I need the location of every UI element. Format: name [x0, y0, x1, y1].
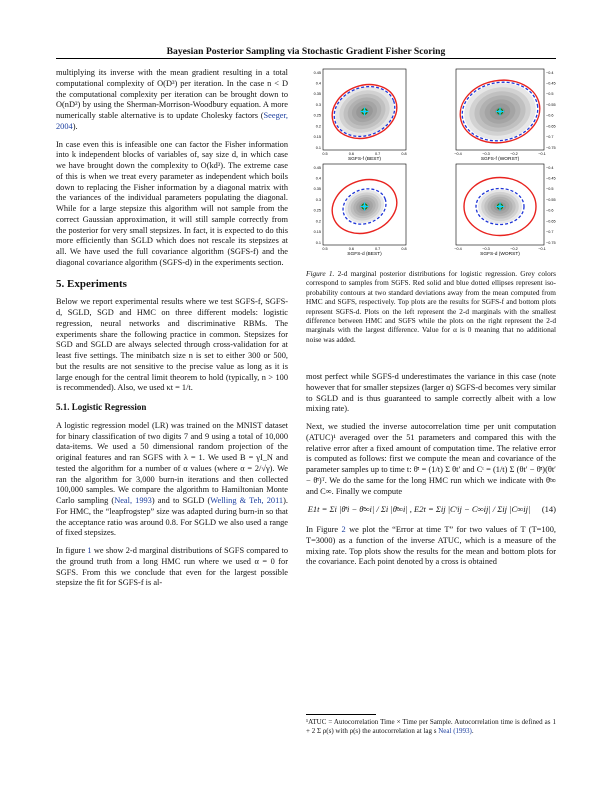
x-tick-label: 0.5	[322, 152, 328, 156]
figure-1-plots	[306, 66, 556, 260]
x-tick-label: 0.8	[401, 247, 407, 251]
y-tick-label: −0.45	[546, 81, 556, 86]
x-tick-label: 0.7	[375, 152, 381, 156]
citation-link[interactable]: Seeger, 2004	[56, 111, 288, 131]
x-tick-label: 0.6	[348, 247, 354, 251]
y-tick-label: 0.3	[315, 102, 321, 107]
figure-caption: Figure 1. 2-d marginal posterior distributions for logistic regression. Grey colors correspond to samples from SGFS. Red solid and blue dotted ellipses represent iso-probability contours at two standard deviations away from the mean computed from HMC and SGFS, respectively. Top plots are the results for SGFS-f and bottom plots represent SGFS-d. Plots on the left represent the 2-d marginals with the smallest difference between HMC and SGFS while the plots on the right represent the 2-d marginals with the largest difference. Value for α is 0 meaning that no additional noise was added.	[306, 269, 556, 344]
figure-1	[306, 66, 556, 260]
right-column	[306, 372, 556, 575]
y-tick-label: −0.65	[546, 219, 556, 224]
paragraph: multiplying its inverse with the mean gradient resulting in a total computational complexity of O(D³) per iteration. In the case n < D the computational complexity per iteration can be brought down to O(nD²) by using the Sherman-Morrison-Woodbury equation. A more numerically stable alternative is to update Cholesky factors (Seeger, 2004).	[56, 68, 288, 131]
paragraph: A logistic regression model (LR) was trained on the MNIST dataset for binary classification of two digits 7 and 9 using a total of 10,000 data-items. We used a 50 dimensional random projection of the original features and ran SGFS with λ = 1. We used B = γI_N and tested the algorithm for a number of α values (where α = 2/√γ). We ran the algorithm for 3,000 burn-in iterations and then collected 100,000 samples. We compare the algorithm to Hamiltonian Monte Carlo sampling (Neal, 1993) and to SGLD (Welling & Teh, 2011). For HMC, the “leapfrogstep” size was adapted during burn-in so that the acceptance ratio was around 0.8. For SGLD we also used a range of fixed stepsizes.	[56, 420, 288, 538]
y-tick-label: 0.15	[313, 230, 321, 235]
x-tick-label: −0.4	[454, 152, 462, 156]
x-tick-label: −0.1	[538, 152, 546, 156]
y-tick-label: 0.45	[313, 70, 321, 75]
y-tick-label: 0.35	[313, 187, 321, 192]
citation-link[interactable]: Neal (1993)	[438, 727, 472, 735]
y-tick-label: −0.65	[546, 124, 556, 129]
y-tick-label: −0.5	[546, 187, 554, 192]
citation-link[interactable]: Welling & Teh, 2011	[210, 496, 284, 505]
x-tick-label: 0.5	[322, 247, 328, 251]
y-tick-label: 0.35	[313, 92, 321, 97]
y-tick-label: 0.1	[315, 240, 321, 245]
y-tick-label: 0.25	[313, 113, 321, 118]
y-tick-label: −0.7	[546, 230, 554, 235]
y-tick-label: 0.45	[313, 165, 321, 170]
x-tick-label: 0.6	[348, 152, 354, 156]
x-axis-label: SGFS-f (WORST)	[480, 157, 520, 162]
x-tick-label: −0.3	[482, 152, 490, 156]
y-tick-label: 0.2	[315, 124, 321, 129]
y-tick-label: 0.3	[315, 197, 321, 202]
figure-ref-link[interactable]: 2	[341, 525, 346, 534]
y-tick-label: −0.6	[546, 113, 554, 118]
header-rule	[56, 58, 556, 59]
paragraph: In case even this is infeasible one can factor the Fisher information into k independent blocks of variables of, say size d, in which case we have brought down the complexity to O(kd³). The extreme case of this is when we treat every parameter as independent which boils down to replacing the Fisher information by a diagonal matrix with the variances of the individual parameters populating the diagonal. While for a large stepsize this algorithm will not sample from the correct Gaussian approximation, it will still sample correctly from the posterior for very small stepsizes. In fact, it is expected to do this more efficiently than SGLD which does not rescale its stepsizes at all. We have used the full covariance algorithm (SGFS-f) and the diagonal covariance algorithm (SGFS-d) in the experiments section.	[56, 139, 288, 267]
y-tick-label: 0.15	[313, 135, 321, 140]
y-tick-label: −0.55	[546, 102, 556, 107]
y-tick-label: −0.5	[546, 92, 554, 97]
caption-label: Figure 1.	[306, 269, 335, 278]
left-column	[56, 68, 288, 596]
x-axis-label: SGFS-f (BEST)	[347, 157, 382, 162]
x-tick-label: −0.3	[482, 247, 490, 251]
x-tick-label: −0.4	[454, 247, 462, 251]
x-tick-label: 0.7	[375, 247, 381, 251]
footnote: ¹ATUC = Autocorrelation Time × Time per Sample. Autocorrelation time is defined as 1 + 2 Σ ρ(s) with ρ(s) the autocorrelation at lag s Neal (1993).	[306, 718, 556, 735]
y-tick-label: −0.55	[546, 197, 556, 202]
x-axis-label: SGFS-d (WORST)	[480, 252, 520, 257]
y-tick-label: 0.1	[315, 145, 321, 150]
footnote-rule	[306, 714, 376, 715]
paragraph: In figure 1 we show 2-d marginal distributions of SGFS compared to the ground truth from a long HMC run where we used α = 0 for SGFS. From this we conclude that even for the largest possible stepsize the fit for SGFS-f is al-	[56, 546, 289, 588]
x-axis-label: SGFS-d (BEST)	[347, 252, 382, 257]
paragraph: most perfect while SGFS-d underestimates the variance in this case (note however that for smaller stepsizes (larger α) SGFS-d becomes very similar to SGLD and is thus guaranteed to sample correctly albeit with a low mixing rate).	[306, 372, 556, 414]
subsection-heading: 5.1. Logistic Regression	[56, 402, 147, 412]
citation-link[interactable]: Neal, 1993	[114, 496, 152, 505]
y-tick-label: −0.4	[546, 70, 554, 75]
y-tick-label: −0.6	[546, 208, 554, 213]
y-tick-label: −0.75	[546, 240, 556, 245]
y-tick-label: −0.75	[546, 145, 556, 150]
y-tick-label: −0.45	[546, 176, 556, 181]
equation-number: (14)	[541, 504, 556, 515]
x-tick-label: −0.2	[510, 247, 518, 251]
x-tick-label: −0.1	[538, 247, 546, 251]
y-tick-label: −0.7	[546, 135, 554, 140]
figure-ref-link[interactable]: 1	[87, 546, 92, 555]
equation-14	[306, 504, 556, 515]
y-tick-label: 0.25	[313, 208, 321, 213]
paragraph: Next, we studied the inverse autocorrelation time per unit computation (ATUC)¹ averaged over the 51 parameters and compared this with the relative error after a fixed amount of computation time. The relative error is computed as follows: first we compute the mean and covariance of the parameter samples up to time t: θ̄ᵗ = (1/t) Σ θt′ and Cᵗ = (1/t) Σ (θt′ − θ̄ᵗ)(θt′ − θ̄ᵗ)ᵀ. We do the same for the long HMC run which we indicate with θ̄∞ and C∞. Finally we compute	[306, 422, 556, 496]
y-tick-label: 0.4	[315, 176, 321, 181]
y-tick-label: 0.4	[315, 81, 321, 86]
x-tick-label: 0.8	[401, 152, 407, 156]
paragraph: In Figure 2 we plot the “Error at time T” for two values of T (T=100, T=3000) as a function of the inverse ATUC, which is a measure of the mixing rate. Top plots show the results for the mean and bottom plots for the covariance. Each point denoted by a cross is obtained	[306, 525, 556, 567]
section-heading: 5. Experiments	[56, 277, 127, 290]
paragraph: Below we report experimental results where we test SGFS-f, SGFS-d, SGLD, SGD and HMC on three different models: logistic regression, neural networks and discriminative RBMs. The experiments share the following practice in common. Stepsizes for SGD and SGLD are always selected through cross-validation for at least five settings. The minibatch size n is set to either 300 or 500, but the results are not sensitive to the precise value as long as it is large enough for the central limit theorem to hold (typically, n > 100 is recommended). Also, we used κt = 1/t.	[56, 297, 288, 393]
y-tick-label: 0.2	[315, 219, 321, 224]
equation-body: E1t = Σi |θ̄ᵗi − θ̄∞i| / Σi |θ̄∞i| , E2t = Σij |Cᵗij − C∞ij| / Σij |C∞ij|	[307, 504, 531, 515]
x-tick-label: −0.2	[510, 152, 518, 156]
running-header: Bayesian Posterior Sampling via Stochastic Gradient Fisher Scoring	[166, 46, 446, 57]
y-tick-label: −0.4	[546, 165, 554, 170]
